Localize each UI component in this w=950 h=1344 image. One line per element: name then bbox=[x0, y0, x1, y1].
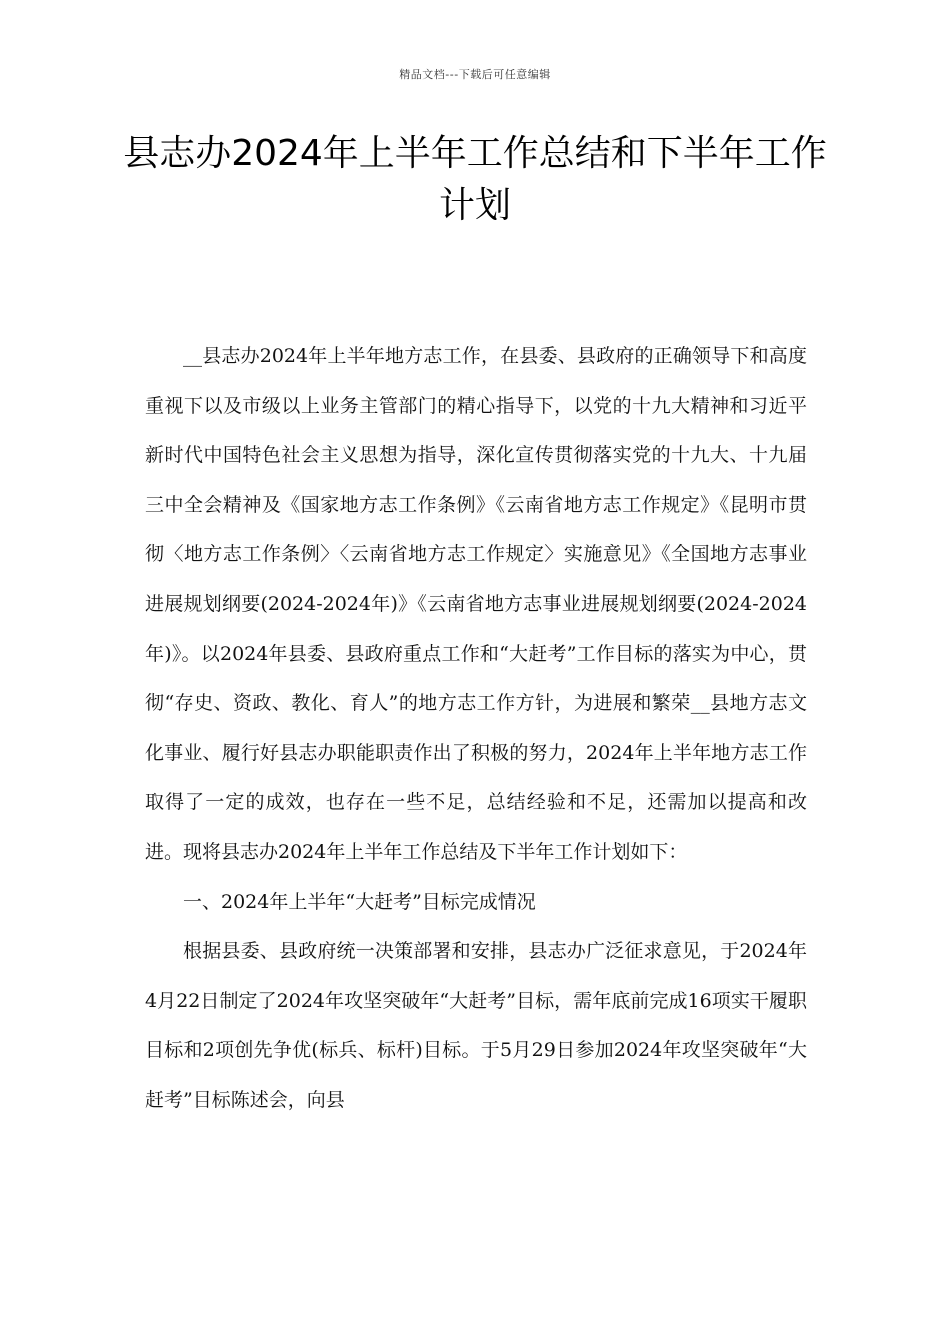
document-title: 县志办2024年上半年工作总结和下半年工作计划 bbox=[123, 133, 827, 226]
header-note: 精品文档---下载后可任意编辑 bbox=[399, 68, 551, 81]
document-body bbox=[145, 332, 807, 1126]
paragraph-intro: __县志办2024年上半年地方志工作，在县委、县政府的正确领导下和高度重视下以及市级以上业务主管部门的精心指导下，以党的十九大精神和习近平新时代中国特色社会主义思想为指导，深化宣传贯彻落实党的十九大、十九届三中全会精神及《国家地方志工作条例》《云南省地方志工作规定》《昆明市贯彻〈地方志工作条例〉〈云南省地方志工作规定〉实施意见》《全国地方志事业进展规划纲要(2024-2024年)》《云南省地方志事业进展规划纲要(2024-2024年)》。以2024年县委、县政府重点工作和“大赶考”工作目标的落实为中心，贯彻“存史、资政、教化、育人”的地方志工作方针，为进展和繁荣__县地方志文化事业、履行好县志办职能职责作出了积极的努力，2024年上半年地方志工作取得了一定的成效，也存在一些不足，总结经验和不足，还需加以提高和改进。现将县志办2024年上半年工作总结及下半年工作计划如下： bbox=[145, 345, 807, 863]
section-heading-1: 一、2024年上半年“大赶考”目标完成情况 bbox=[183, 890, 536, 913]
paragraph-section-1: 根据县委、县政府统一决策部署和安排，县志办广泛征求意见，于2024年4月22日制定了2024年攻坚突破年“大赶考”目标，需年底前完成16项实干履职目标和2项创先争优(标兵、标杆)目标。于5月29日参加2024年攻坚突破年“大赶考”目标陈述会，向县 bbox=[145, 940, 807, 1111]
